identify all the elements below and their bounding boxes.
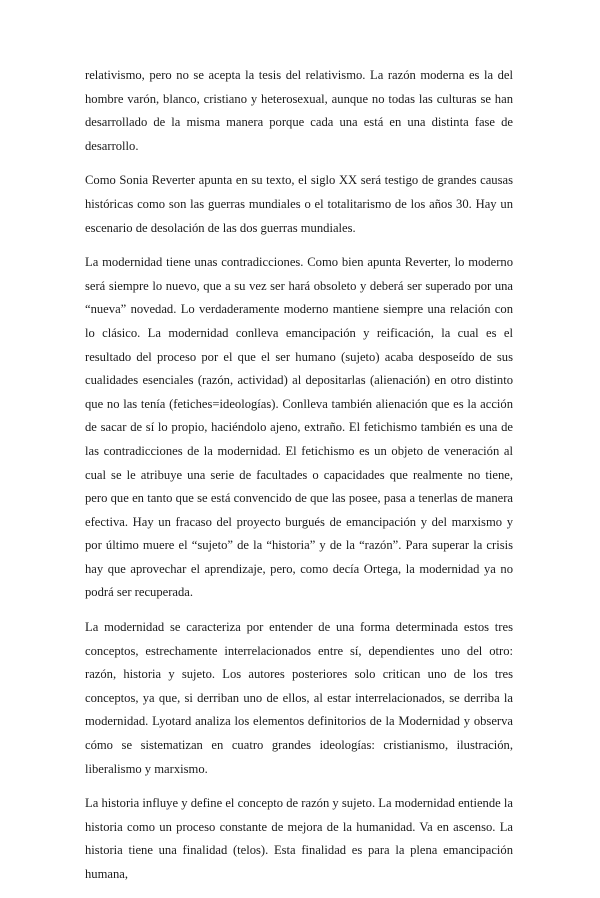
paragraph-modernity-contradictions: La modernidad tiene unas contradicciones. Como bien apunta Reverter, lo moderno será siempre lo nuevo, que a su vez ser hará obsoleto y deberá ser superado por una “nueva” novedad. Lo verdaderamente moderno mantiene siempre una relación con lo clásico. La modernidad conlleva emancipación y reificación, la cual es el resultado del proceso por el que el ser humano (sujeto) acaba desposeído de sus cualidades esenciales (razón, actividad) al depositarlas (alienación) en otro distinto que no las tenía (fetiches=ideologías). Conlleva también alienación que es la acción de sacar de sí lo propio, haciéndolo ajeno, extraño. El fetichismo también es una de las contradicciones de la modernidad. El fetichismo es un objeto de veneración al cual se le atribuye una serie de facultades o capacidades que realmente no tiene, pero que en tanto que se está convencido de que las posee, pasa a tenerlas de manera efectiva. Hay un fracaso del proyecto burgués de emancipación y del marxismo y por último muere el “sujeto” de la “historia” y de la “razón”. Para superar la crisis hay que aprovechar el aprendizaje, pero, como decía Ortega, la modernidad ya no podrá ser recuperada.: [85, 255, 513, 600]
paragraph-relativism: relativismo, pero no se acepta la tesis del relativismo. La razón moderna es la del hombre varón, blanco, cristiano y heterosexual, aunque no todas las culturas se han desarrollado de la misma manera porque cada una está en una distinta fase de desarrollo.: [85, 68, 513, 153]
paragraph-history-concept: La historia influye y define el concepto de razón y sujeto. La modernidad entiende la historia como un proceso constante de mejora de la humanidad. Va en ascenso. La historia tiene una finalidad (telos). Esta finalidad es para la plena emancipación humana,: [85, 796, 513, 881]
paragraph-reverter-20th-century: Como Sonia Reverter apunta en su texto, el siglo XX será testigo de grandes causas históricas como son las guerras mundiales o el totalitarismo de los años 30. Hay un escenario de desolación de las dos guerras mundiales.: [85, 173, 513, 235]
paragraph-reason-history-subject: La modernidad se caracteriza por entender de una forma determinada estos tres conceptos, estrechamente interrelacionados entre sí, dependientes uno del otro: razón, historia y sujeto. Los autores posteriores solo critican uno de los tres conceptos, ya que, si derriban uno de ellos, al estar interrelacionados, se derriba la modernidad. Lyotard analiza los elementos definitorios de la Modernidad y observa cómo se sistematizan en cuatro grandes ideologías: cristianismo, ilustración, liberalismo y marxismo.: [85, 620, 513, 776]
document-body: [85, 64, 513, 898]
